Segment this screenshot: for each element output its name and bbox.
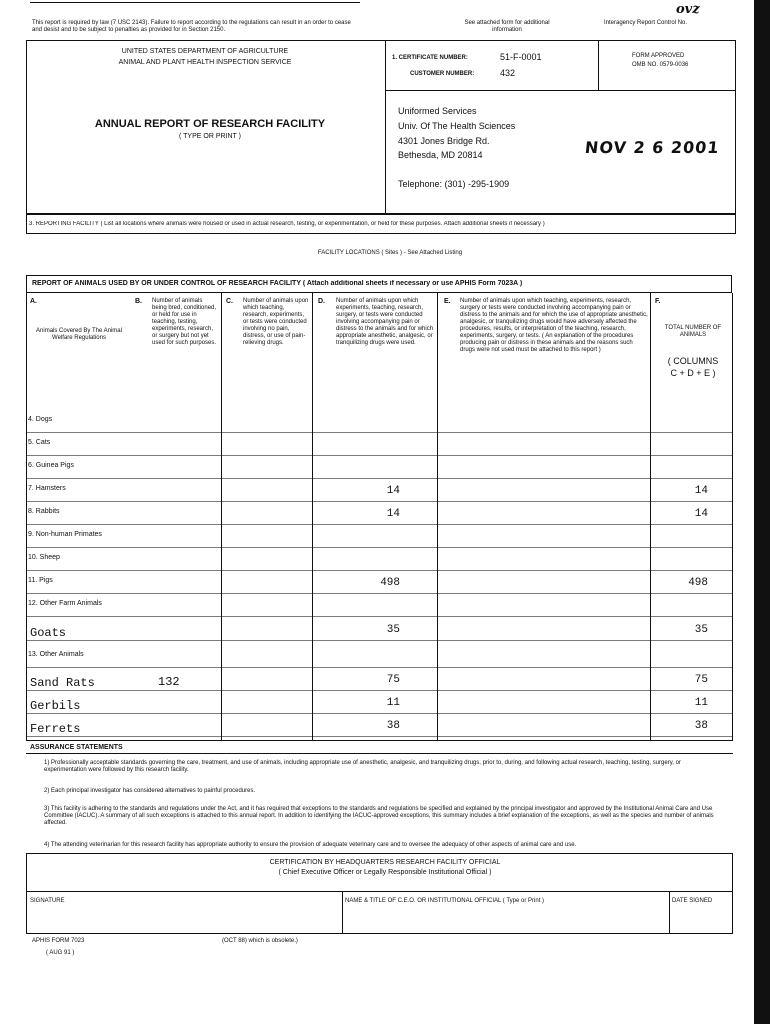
col-c-letter: C.	[226, 298, 233, 305]
certification-title: CERTIFICATION BY HEADQUARTERS RESEARCH FACILITY OFFICIAL	[269, 859, 501, 866]
row-label: 10. Sheep	[28, 554, 60, 561]
cell-col-d: 35	[386, 624, 400, 636]
cell-col-d: 14	[386, 485, 400, 497]
facility-locations: FACILITY LOCATIONS ( Sites ) - See Attached Listing	[317, 250, 463, 256]
signature-label: SIGNATURE	[30, 898, 65, 904]
cell-col-f: 38	[694, 720, 708, 732]
col-c-header: Number of animals upon which teaching, research, experiments, or tests were conducted involving no pain, distress, or use of pain-relieving drugs.	[243, 298, 309, 346]
cell-col-d: 75	[386, 674, 400, 686]
cert-top-rule	[26, 853, 733, 854]
row-rule	[26, 570, 733, 571]
row-rule	[26, 690, 733, 691]
cell-col-f: 75	[694, 674, 708, 686]
cell-col-b: 132	[158, 675, 180, 689]
control-no-label: Interagency Report Control No.	[604, 20, 688, 26]
row-label: Gerbils	[30, 699, 81, 713]
col-f-letter: F.	[655, 298, 661, 305]
form-replaces: (OCT 88) which is obsolete.)	[222, 938, 298, 944]
col-e-header: Number of animals upon which teaching, experiments, research, surgery or tests were conducted involving accompanying pain or distress to the animals and for which the use of appropriate anesthetic, analgesic, or tranquilizing drugs would have adversely affected the procedures, results, or interpretation of the teaching, research, experiments, surgery, or tests. ( An explanation of the procedures producing pain or distress in these animals and the reasons such drugs were not used must be attached to this report )	[460, 298, 648, 353]
row-rule	[26, 616, 733, 617]
cert-divider-2	[669, 891, 670, 933]
col-a-letter: A.	[30, 298, 37, 305]
cell-col-d: 14	[386, 508, 400, 520]
agency-line1: UNITED STATES DEPARTMENT OF AGRICULTURE	[121, 48, 289, 55]
row-rule	[26, 432, 733, 433]
certification-subtitle: ( Chief Executive Officer or Legally Responsible Institutional Official )	[278, 869, 492, 876]
assurance-2: 2) Each principal investigator has considered alternatives to painful procedures.	[44, 788, 256, 794]
cell-col-f: 14	[694, 485, 708, 497]
cell-col-f: 11	[694, 697, 708, 709]
form-date: ( AUG 91 )	[46, 950, 75, 956]
row-rule	[26, 736, 733, 737]
assurance-1: 1) Professionally acceptable standards governing the care, treatment, and use of animals, including appropriate use of anesthetic, analgesic, and tranquilizing drugs, prior to, during, and following actual research, teaching, testing, surgery, or experimentation were followed by this research facility.	[44, 760, 681, 773]
scan-edge	[754, 0, 770, 1024]
row-rule	[26, 455, 733, 456]
date-received-stamp: NOV 2 6 2001	[584, 138, 721, 157]
col-f-header: TOTAL NUMBER OF ANIMALS	[664, 325, 722, 338]
header-divider	[385, 40, 386, 214]
row-label: 6. Guinea Pigs	[28, 462, 74, 469]
row-rule	[26, 640, 733, 641]
row-label: Goats	[30, 626, 67, 640]
row-rule	[26, 713, 733, 714]
row-label: 5. Cats	[28, 439, 51, 446]
customer-value: 432	[500, 68, 516, 78]
table-left-border	[26, 293, 27, 740]
cert-bottom-rule	[385, 90, 736, 91]
col-f-formula-2: C + D + E )	[670, 368, 716, 378]
row-label: Ferrets	[30, 722, 81, 736]
facility-line2: Univ. Of The Health Sciences	[398, 121, 516, 131]
col-b-header: Number of animals being bred, conditioned, or held for use in teaching, testing, experiments, research, or surgery but not yet used for such purposes.	[152, 298, 217, 346]
row-label: 9. Non-human Primates	[28, 531, 102, 538]
col-a-header: Animals Covered By The Animal Welfare Regulations	[36, 328, 122, 341]
row-rule	[26, 593, 733, 594]
reporting-label: 3. REPORTING FACILITY ( List all locations where animals were housed or used in actual research, testing, or experimentation, or held for these purposes. Attach additional sheets if necessary )	[29, 221, 545, 227]
cert-right-border	[732, 853, 733, 933]
row-label: 4. Dogs	[28, 416, 53, 423]
row-label: Sand Rats	[30, 676, 95, 690]
assurance-rule	[26, 753, 733, 754]
certificate-label: 1. CERTIFICATE NUMBER:	[392, 55, 468, 61]
certificate-value: 51-F-0001	[500, 52, 542, 62]
row-rule	[26, 547, 733, 548]
row-rule	[26, 478, 733, 479]
customer-label: CUSTOMER NUMBER:	[410, 71, 475, 77]
facility-address: 4301 Jones Bridge Rd.	[398, 136, 490, 146]
row-label: 7. Hamsters	[28, 485, 66, 492]
assurance-3: 3) This facility is adhering to the standards and regulations under the Act, and it has required that exceptions to the standards and regulations be specified and explained by the principal investigator and approved by the Institutional Animal Care and Use Committee (IACUC). A summary of all such exceptions is attached to this annual report. In addition to identifying the IACUC-approved exceptions, this summary includes a brief explanation of the exceptions, as well as the species and number of animals affected.	[44, 806, 714, 826]
row-label: 11. Pigs	[28, 577, 53, 584]
report-heading: REPORT OF ANIMALS USED BY OR UNDER CONTROL OF RESEARCH FACILITY ( Attach additional sheets if necessary or use APHIS Form 7023A )	[32, 280, 523, 287]
law-notice: This report is required by law (7 USC 2143). Failure to report according to the regulations can result in an order to cease and desist and to be subject to penalties as provided for in Section 2150.	[32, 20, 351, 33]
cell-col-d: 498	[380, 577, 400, 589]
row-rule	[26, 501, 733, 502]
col-d-letter: D.	[318, 298, 325, 305]
top-rule	[30, 2, 360, 3]
facility-name: Uniformed Services	[398, 106, 477, 116]
name-title-label: NAME & TITLE OF C.E.O. OR INSTITUTIONAL OFFICIAL ( Type or Print )	[345, 898, 545, 904]
attached-notice: See attached form for additional information	[464, 20, 550, 33]
cell-col-f: 498	[688, 577, 708, 589]
col-d-header: Number of animals upon which experiments, teaching, research, surgery, or tests were conducted involving accompanying pain or distress to the animals and for which appropriate anesthetic, analgesic, or tranquilizing drugs were used.	[336, 298, 434, 346]
date-signed-label: DATE SIGNED	[672, 898, 713, 904]
assurance-4: 4) The attending veterinarian for this research facility has appropriate authority to ensure the provision of adequate veterinary care and to oversee the adequacy of other aspects of animal care and use.	[44, 842, 577, 848]
cell-col-f: 14	[694, 508, 708, 520]
cert-left-border	[26, 853, 27, 933]
report-title: ANNUAL REPORT OF RESEARCH FACILITY	[94, 118, 326, 130]
control-no-handwritten: ovz	[676, 2, 700, 17]
facility-telephone: Telephone: (301) -295-1909	[398, 179, 510, 189]
col-e-divider	[437, 293, 438, 740]
cell-col-d: 38	[386, 720, 400, 732]
assurance-heading: ASSURANCE STATEMENTS	[30, 744, 123, 751]
table-bottom-border	[26, 740, 733, 741]
form-approved: FORM APPROVED	[632, 53, 685, 59]
row-label: 8. Rabbits	[28, 508, 60, 515]
report-subtitle: ( TYPE OR PRINT )	[179, 133, 241, 140]
omb-divider	[598, 40, 599, 90]
cell-col-f: 35	[694, 624, 708, 636]
facility-city: Bethesda, MD 20814	[398, 150, 483, 160]
cert-divider-1	[342, 891, 343, 933]
row-label: 12. Other Farm Animals	[28, 600, 102, 607]
omb-number: OMB NO. 0579-0036	[632, 62, 689, 68]
cert-bottom-rule	[26, 933, 733, 934]
table-right-border	[732, 293, 733, 740]
form-number: APHIS FORM 7023	[32, 938, 85, 944]
col-f-formula-1: ( COLUMNS	[667, 356, 719, 366]
col-b-letter: B.	[135, 298, 142, 305]
col-f-divider	[650, 293, 651, 740]
agency-line2: ANIMAL AND PLANT HEALTH INSPECTION SERVICE	[118, 59, 292, 66]
col-d-divider	[312, 293, 313, 740]
cert-mid-rule	[26, 891, 733, 892]
col-e-letter: E.	[444, 298, 451, 305]
row-rule	[26, 667, 733, 668]
row-rule	[26, 524, 733, 525]
cell-col-d: 11	[386, 697, 400, 709]
row-label: 13. Other Animals	[28, 651, 84, 658]
col-c-divider	[221, 293, 222, 740]
